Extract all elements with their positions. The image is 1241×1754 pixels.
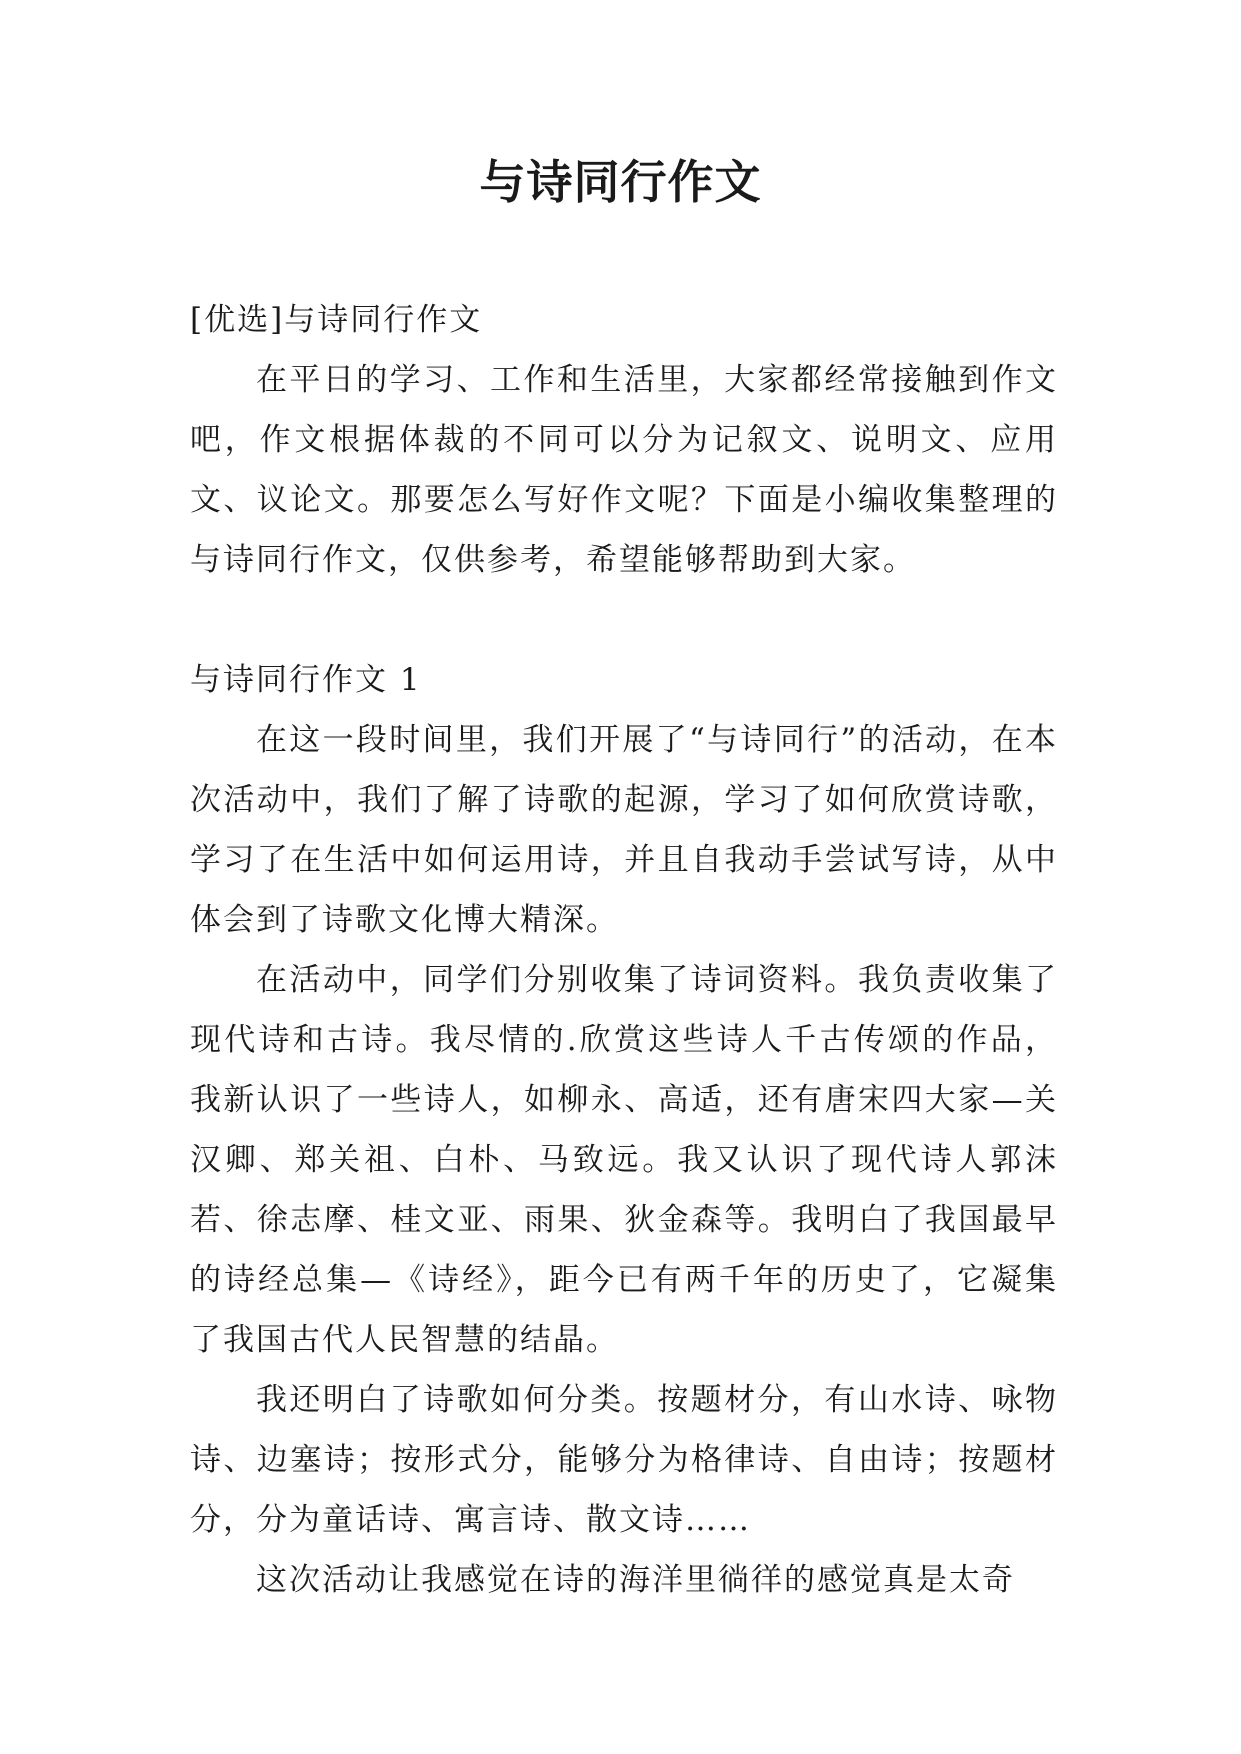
intro-paragraph: 在平日的学习、工作和生活里，大家都经常接触到作文吧，作文根据体裁的不同可以分为记叙文、说明文、应用文、议论文。那要怎么写好作文呢？下面是小编收集整理的与诗同行作文，仅供参考，希望能够帮助到大家。: [190, 362, 1058, 578]
body-paragraph-3: 我还明白了诗歌如何分类。按题材分，有山水诗、咏物诗、边塞诗；按形式分，能够分为格律诗、自由诗；按题材分，分为童话诗、寓言诗、散文诗……: [190, 1382, 1058, 1538]
body-paragraph-1: 在这一段时间里，我们开展了“与诗同行”的活动，在本次活动中，我们了解了诗歌的起源，学习了如何欣赏诗歌，学习了在生活中如何运用诗，并且自我动手尝试写诗，从中体会到了诗歌文化博大精深。: [190, 722, 1058, 938]
section-heading: 与诗同行作文 1: [190, 662, 422, 698]
body-paragraph-4: 这次活动让我感觉在诗的海洋里徜徉的感觉真是太奇: [256, 1562, 1015, 1598]
document-subtitle: [优选]与诗同行作文: [190, 302, 483, 338]
body-paragraph-2: 在活动中，同学们分别收集了诗词资料。我负责收集了现代诗和古诗。我尽情的.欣赏这些诗人千古传颂的作品，我新认识了一些诗人，如柳永、高适，还有唐宋四大家—关汉卿、郑关祖、白朴、马致远。我又认识了现代诗人郭沫若、徐志摩、桂文亚、雨果、狄金森等。我明白了我国最早的诗经总集—《诗经》，距今已有两千年的历史了，它凝集了我国古代人民智慧的结晶。: [190, 962, 1058, 1358]
document-title: 与诗同行作文: [479, 155, 762, 209]
document-body: [190, 290, 1058, 1610]
paragraph-gap: [190, 590, 1058, 650]
